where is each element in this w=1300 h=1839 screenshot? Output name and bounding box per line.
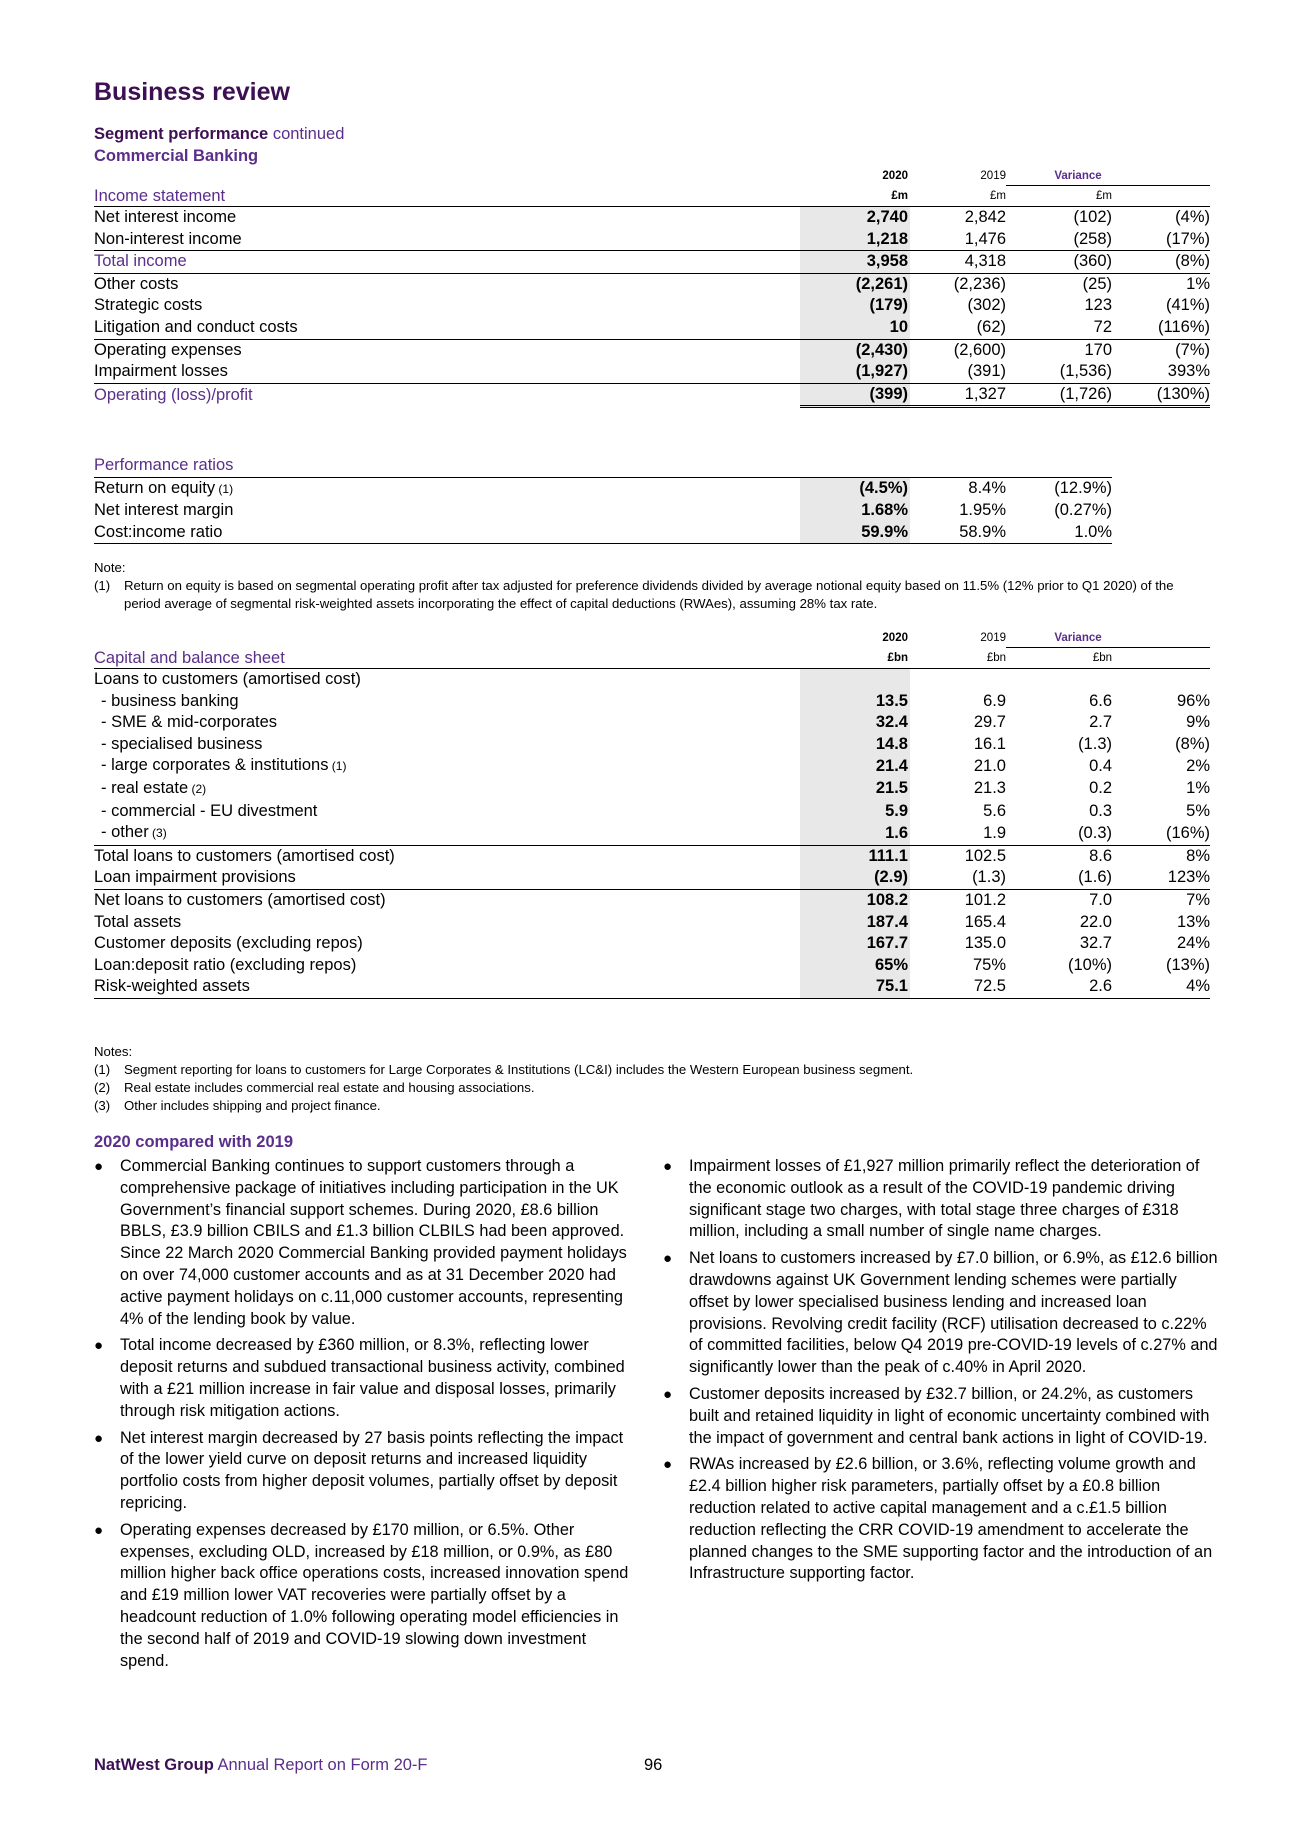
bullet-text: RWAs increased by £2.6 billion, or 3.6%, reflecting volume growth and £2.4 billion higher risk parameters, partially offset by a £0.8 billion reduction related to active capital management and a c.£1.5 billion reduction reflecting the CRR COVID-19 amendment to accelerate the planned changes to the SME supporting factor and the introduction of an Infrastructure supporting factor. <box>689 1455 1213 1583</box>
unit-label: £bn <box>910 648 1006 669</box>
row-label: Operating (loss)/profit <box>94 385 253 404</box>
unit-blank <box>1112 186 1210 207</box>
cell-value: (391) <box>910 361 1006 383</box>
header-blank <box>800 455 910 477</box>
table-row <box>94 912 1210 934</box>
cell-value: 393% <box>1112 361 1210 383</box>
cell-value: 7% <box>1186 890 1210 909</box>
bullet-item <box>94 1428 639 1515</box>
cell-value: (0.3) <box>1006 822 1112 845</box>
note-text: Other includes shipping and project finance. <box>124 1098 381 1113</box>
table-row <box>94 295 1210 317</box>
cell-value: 123% <box>1112 867 1210 889</box>
cell-value: 72.5 <box>910 976 1006 998</box>
cell-value: 1% <box>1186 779 1210 798</box>
footer-brand: NatWest Group <box>94 1756 214 1774</box>
cell-value: (10%) <box>1067 955 1112 974</box>
table-row <box>94 734 1210 756</box>
cell-value: 32.7 <box>1079 934 1112 953</box>
performance-ratios-table <box>94 455 1112 544</box>
cell-blank <box>910 669 1006 691</box>
cell-value: 1.95% <box>959 501 1006 520</box>
row-label-text: Net interest margin <box>94 501 234 520</box>
cell-value: 21.0 <box>973 756 1006 775</box>
bullet-icon: ● <box>663 1456 673 1474</box>
cell-value: (116%) <box>1112 317 1210 339</box>
cell-value: 3,958 <box>800 251 910 274</box>
footnote-ref: (1) <box>215 481 234 496</box>
table-row <box>94 976 1210 998</box>
table-row <box>94 801 1210 823</box>
cell-value: 9% <box>1186 713 1210 732</box>
cell-value: 13% <box>1176 912 1210 931</box>
commentary-left-column <box>94 1156 639 1677</box>
cell-value: 8.6 <box>1089 846 1112 865</box>
table-row <box>94 273 1210 295</box>
table-row <box>94 383 1210 407</box>
cell-blank <box>1112 669 1210 691</box>
footnote-ref: (1) <box>328 759 347 774</box>
cell-value: 187.4 <box>800 912 910 934</box>
table-row <box>94 691 1210 713</box>
cell-value: 24% <box>1176 934 1210 953</box>
variance-label: Variance <box>1006 168 1210 186</box>
cell-value: 1% <box>1186 274 1210 293</box>
row-label <box>94 822 800 845</box>
table-row <box>94 755 1210 778</box>
note-item <box>94 577 1204 613</box>
cell-value: 111.1 <box>800 845 910 867</box>
cell-value: (1,927) <box>800 361 910 383</box>
unit-label: £bn <box>1006 648 1112 669</box>
row-label <box>94 778 800 801</box>
header-blank <box>1006 455 1112 477</box>
ratios-title-row <box>94 455 1112 477</box>
cell-value: (25) <box>1082 274 1112 293</box>
year-2020: 2020 <box>882 632 908 645</box>
cell-value: (12.9%) <box>1054 479 1112 498</box>
cell-value: 58.9% <box>910 522 1006 544</box>
header-row <box>94 168 1210 186</box>
row-label-text: Total assets <box>94 912 182 931</box>
cell-value: (2.9) <box>800 867 910 889</box>
row-label <box>94 522 800 544</box>
row-label <box>94 955 800 977</box>
cell-value: 75% <box>972 955 1006 974</box>
income-statement-table <box>94 168 1210 408</box>
footnote-ref: (3) <box>148 826 167 841</box>
cell-value: 0.3 <box>1089 801 1112 820</box>
cell-value: 5.6 <box>983 801 1006 820</box>
cell-value: 4,318 <box>910 251 1006 274</box>
cell-value: (7%) <box>1175 340 1210 359</box>
cell-value: 2.7 <box>1089 713 1112 732</box>
bullet-item <box>663 1384 1218 1449</box>
cell-value: (179) <box>800 295 910 317</box>
cell-value: (0.27%) <box>1054 501 1112 520</box>
cell-value: (13%) <box>1165 955 1210 974</box>
table-row <box>94 845 1210 867</box>
cell-value: 0.2 <box>1089 779 1112 798</box>
cell-value: 75.1 <box>800 976 910 998</box>
row-label <box>94 889 800 911</box>
cell-value: (17%) <box>1112 229 1210 251</box>
bullet-item <box>663 1248 1218 1379</box>
cell-value: 101.2 <box>964 890 1006 909</box>
bullet-text: Total income decreased by £360 million, or 8.3%, reflecting lower deposit returns and subdued transactional business activity, combined with a £21 million increase in fair value and disposal losses, primarily through risk mitigation actions. <box>120 1336 625 1420</box>
year-2020: 2020 <box>882 170 908 183</box>
row-label-text: Return on equity <box>94 478 216 497</box>
cell-value: (2,236) <box>953 274 1006 293</box>
cell-value: 102.5 <box>964 846 1006 865</box>
segment-continued: continued <box>272 125 345 143</box>
cell-value: 2,842 <box>964 208 1006 226</box>
table-row <box>94 955 1210 977</box>
bullet-text: Commercial Banking continues to support customers through a comprehensive package of initiatives including participation in the UK Government’s financial support schemes. During 2020, £8.6 billion BBLS, £3.9 billion CBILS and £1.3 billion CLBILS had been approved. Since 22 March 2020 Commercial Banking provided payment holidays on over 74,000 customer accounts and as at 31 December 2020 had active payment holidays on c.11,000 customer accounts, representing 4% of the lending book by value. <box>120 1157 627 1328</box>
cell-value: (360) <box>1006 251 1112 274</box>
capital-balance-sheet-table <box>94 630 1210 999</box>
cell-value: (302) <box>967 296 1006 315</box>
cell-value: 1,476 <box>910 229 1006 251</box>
cell-value: 135.0 <box>964 934 1006 953</box>
cell-value: 5% <box>1186 801 1210 820</box>
bullet-item <box>94 1156 639 1330</box>
unit-label: £m <box>910 186 1006 207</box>
note-number: (2) <box>94 1080 111 1095</box>
cell-value: (258) <box>1006 229 1112 251</box>
row-label-text: - real estate <box>101 778 189 797</box>
cell-value: (2,600) <box>953 340 1006 359</box>
segment-heading <box>94 125 344 144</box>
cell-value: 6.6 <box>1089 691 1112 710</box>
page-number: 96 <box>644 1756 663 1774</box>
cell-value: 72 <box>1006 317 1112 339</box>
cell-value: 14.8 <box>800 734 910 756</box>
bullet-icon: ● <box>663 1385 673 1403</box>
footer-report: Annual Report on Form 20-F <box>217 1756 428 1774</box>
row-label-text: Cost:income ratio <box>94 522 223 541</box>
section-label: Capital and balance sheet <box>94 648 800 669</box>
variance-label: Variance <box>1006 630 1210 648</box>
cell-value: (102) <box>1073 208 1112 226</box>
cell-value: 1.68% <box>800 500 910 522</box>
row-label-text: - other <box>101 823 149 842</box>
cell-blank <box>800 669 910 691</box>
units-row <box>94 186 1210 207</box>
cell-value: 8% <box>1186 846 1210 865</box>
cell-value: 32.4 <box>800 712 910 734</box>
row-label: Total income <box>94 251 800 274</box>
row-label: Non-interest income <box>94 229 800 251</box>
row-label <box>94 933 800 955</box>
bullet-icon: ● <box>94 1337 104 1355</box>
table-row <box>94 500 1112 522</box>
segment-heading-text: Segment performance <box>94 125 269 143</box>
header-blank <box>910 455 1006 477</box>
table-row <box>94 229 1210 251</box>
page-title: Business review <box>94 78 290 106</box>
units-row <box>94 648 1210 669</box>
row-label-text: - large corporates & institutions <box>101 756 329 775</box>
cell-value: (4.5%) <box>800 477 910 500</box>
table-row <box>94 778 1210 801</box>
row-label-text: Customer deposits (excluding repos) <box>94 934 363 953</box>
cell-value: 21.5 <box>800 778 910 801</box>
table-row <box>94 317 1210 339</box>
footnote-ref: (2) <box>188 781 207 796</box>
cell-blank <box>1006 669 1112 691</box>
row-label-text: Net loans to customers (amortised cost) <box>94 890 386 909</box>
cell-value: 1,327 <box>910 383 1006 407</box>
bullet-text: Impairment losses of £1,927 million primarily reflect the deterioration of the economic outlook as a result of the COVID-19 pandemic driving significant stage two charges, with total stage three charges of £318 million, including a small number of single name charges. <box>689 1157 1200 1241</box>
cell-value: (8%) <box>1175 734 1210 753</box>
row-label: Operating expenses <box>94 340 242 359</box>
table-row <box>94 207 1210 229</box>
cell-value: (2,430) <box>800 339 910 361</box>
unit-label: £m <box>1006 186 1112 207</box>
notes-balance-sheet <box>94 1043 1204 1115</box>
cell-value: 6.9 <box>983 691 1006 710</box>
cell-value: 167.7 <box>800 933 910 955</box>
cell-value: 1.9 <box>910 822 1006 845</box>
note-title: Notes: <box>94 1044 133 1059</box>
note-title: Note: <box>94 560 126 575</box>
row-label <box>94 712 800 734</box>
note-text: Real estate includes commercial real estate and housing associations. <box>124 1080 535 1095</box>
cell-value: 170 <box>1084 340 1112 359</box>
compare-heading: 2020 compared with 2019 <box>94 1133 294 1151</box>
bullet-icon: ● <box>663 1158 673 1175</box>
note-number: (1) <box>94 1062 111 1077</box>
row-label: Net interest income <box>94 208 237 226</box>
row-label <box>94 477 800 500</box>
cell-value: 13.5 <box>800 691 910 713</box>
row-label-text: - specialised business <box>101 734 263 753</box>
cell-value: (1,726) <box>1006 383 1112 407</box>
row-label <box>94 500 800 522</box>
bullet-item <box>94 1335 639 1422</box>
cell-value: (8%) <box>1112 251 1210 274</box>
note-number: (3) <box>94 1098 111 1113</box>
row-label-text: Total loans to customers (amortised cost) <box>94 846 395 865</box>
note-item <box>94 1097 1204 1115</box>
section-label: Income statement <box>94 186 800 207</box>
bullet-text: Net loans to customers increased by £7.0 billion, or 6.9%, as £12.6 billion drawdowns against UK Government lending schemes were partially offset by lower specialised business lending and increased loan provisions. Revolving credit facility (RCF) utilisation decreased to c.22% of committed facilities, below Q4 2019 pre-COVID-19 levels of c.27% and significantly lower than the peak of c.40% in April 2020. <box>689 1249 1218 1377</box>
cell-value: (62) <box>910 317 1006 339</box>
cell-value: 21.3 <box>973 779 1006 798</box>
bullet-icon: ● <box>94 1429 104 1447</box>
cell-value: 4% <box>1112 976 1210 998</box>
table-row <box>94 933 1210 955</box>
cell-value: 10 <box>800 317 910 339</box>
row-label: Litigation and conduct costs <box>94 317 800 339</box>
note-item <box>94 1079 1204 1097</box>
row-label <box>94 912 800 934</box>
header-blank <box>94 168 800 186</box>
cell-value: 8.4% <box>968 479 1006 498</box>
cell-value: (1.3) <box>910 867 1006 889</box>
bullet-text: Customer deposits increased by £32.7 billion, or 24.2%, as customers built and retained liquidity in light of economic uncertainty combined with the impact of government and central bank actions in light of COVID-19. <box>689 1384 1210 1447</box>
bullet-icon: ● <box>663 1250 673 1268</box>
cell-value: 22.0 <box>1079 912 1112 931</box>
footer <box>94 1756 428 1775</box>
row-label-text: - commercial - EU divestment <box>101 801 318 820</box>
cell-value: (16%) <box>1112 822 1210 845</box>
cell-value: 5.9 <box>800 801 910 823</box>
cell-value: (2,261) <box>800 273 910 295</box>
bullet-icon: ● <box>94 1521 104 1539</box>
cell-value: 65% <box>800 955 910 977</box>
note-text: Return on equity is based on segmental operating profit after tax adjusted for preference dividends divided by average notional equity based on 11.5% (12% prior to Q1 2020) of the period average of segmental risk-weighted assets incorporating the effect of capital deductions (RWAes), assuming 28% tax rate. <box>124 578 1174 611</box>
note-number: (1) <box>94 578 111 593</box>
note-text: Segment reporting for loans to customers for Large Corporates & Institutions (LC&I) includes the Western European business segment. <box>124 1062 914 1077</box>
cell-value: 1,218 <box>800 229 910 251</box>
commentary-right-column <box>663 1156 1218 1590</box>
row-label-text: - SME & mid-corporates <box>101 713 278 732</box>
cell-value: (130%) <box>1112 383 1210 407</box>
unit-label: £m <box>800 186 910 207</box>
bullet-item <box>663 1156 1218 1243</box>
row-label <box>94 755 800 778</box>
cell-value: 96% <box>1176 691 1210 710</box>
cell-value: (1.6) <box>1006 867 1112 889</box>
row-label <box>94 867 800 889</box>
bullet-text: Operating expenses decreased by £170 million, or 6.5%. Other expenses, excluding OLD, increased by £18 million, or 0.9%, as £80 million higher back office operations costs, increased innovation spend and £19 million lower VAT recoveries were partially offset by a headcount reduction of 1.0% following operating model efficiencies in the second half of 2019 and COVID-19 slowing down investment spend. <box>120 1520 629 1670</box>
cell-value: 2.6 <box>1006 976 1112 998</box>
row-label <box>94 801 800 823</box>
row-label <box>94 976 800 998</box>
row-label-text: Risk-weighted assets <box>94 977 250 996</box>
row-label <box>94 734 800 756</box>
bullet-icon: ● <box>94 1158 104 1175</box>
cell-value: 16.1 <box>973 734 1006 753</box>
group-row <box>94 669 1210 691</box>
cell-value: 123 <box>1084 296 1112 315</box>
table-row <box>94 867 1210 889</box>
unit-blank <box>1112 648 1210 669</box>
row-label: Strategic costs <box>94 296 203 315</box>
note-item <box>94 1061 1204 1079</box>
cell-value: 1.6 <box>800 822 910 845</box>
note-return-on-equity <box>94 559 1204 613</box>
table-row <box>94 477 1112 500</box>
bullet-item <box>663 1454 1218 1585</box>
table-row <box>94 251 1210 274</box>
section-label: Performance ratios <box>94 455 800 477</box>
row-label: Other costs <box>94 274 179 293</box>
row-label-text: Loan impairment provisions <box>94 868 296 887</box>
table-row <box>94 889 1210 911</box>
cell-value: 2,740 <box>800 207 910 229</box>
table-row <box>94 712 1210 734</box>
table-row <box>94 339 1210 361</box>
cell-value: (4%) <box>1175 208 1210 226</box>
cell-value: 59.9% <box>800 522 910 544</box>
cell-value: (41%) <box>1165 296 1210 315</box>
cell-value: 21.4 <box>800 755 910 778</box>
cell-value: (399) <box>800 383 910 407</box>
cell-value: 2% <box>1186 756 1210 775</box>
table-row <box>94 361 1210 383</box>
cell-value: (1.3) <box>1078 734 1112 753</box>
row-label-text: Loan:deposit ratio (excluding repos) <box>94 955 357 974</box>
cell-value: (1,536) <box>1006 361 1112 383</box>
cell-value: 29.7 <box>973 713 1006 732</box>
cell-value: 7.0 <box>1089 890 1112 909</box>
table-row <box>94 522 1112 544</box>
row-label <box>94 845 800 867</box>
header-row <box>94 630 1210 648</box>
year-2019: 2019 <box>980 632 1006 645</box>
group-label: Loans to customers (amortised cost) <box>94 670 361 688</box>
cell-value: 165.4 <box>964 912 1006 931</box>
bullet-text: Net interest margin decreased by 27 basis points reflecting the impact of the lower yield curve on deposit returns and increased liquidity portfolio costs from higher deposit volumes, partially offset by deposit repricing. <box>120 1428 624 1512</box>
cell-value: 108.2 <box>800 889 910 911</box>
row-label <box>94 691 800 713</box>
unit-label: £bn <box>800 648 910 669</box>
table-row <box>94 822 1210 845</box>
row-label-text: - business banking <box>101 691 239 710</box>
header-blank <box>94 630 800 648</box>
bullet-item <box>94 1520 639 1673</box>
year-2019: 2019 <box>980 170 1006 183</box>
row-label: Impairment losses <box>94 361 800 383</box>
cell-value: 0.4 <box>1089 756 1112 775</box>
cell-value: 1.0% <box>1006 522 1112 544</box>
segment-subheading: Commercial Banking <box>94 147 259 165</box>
